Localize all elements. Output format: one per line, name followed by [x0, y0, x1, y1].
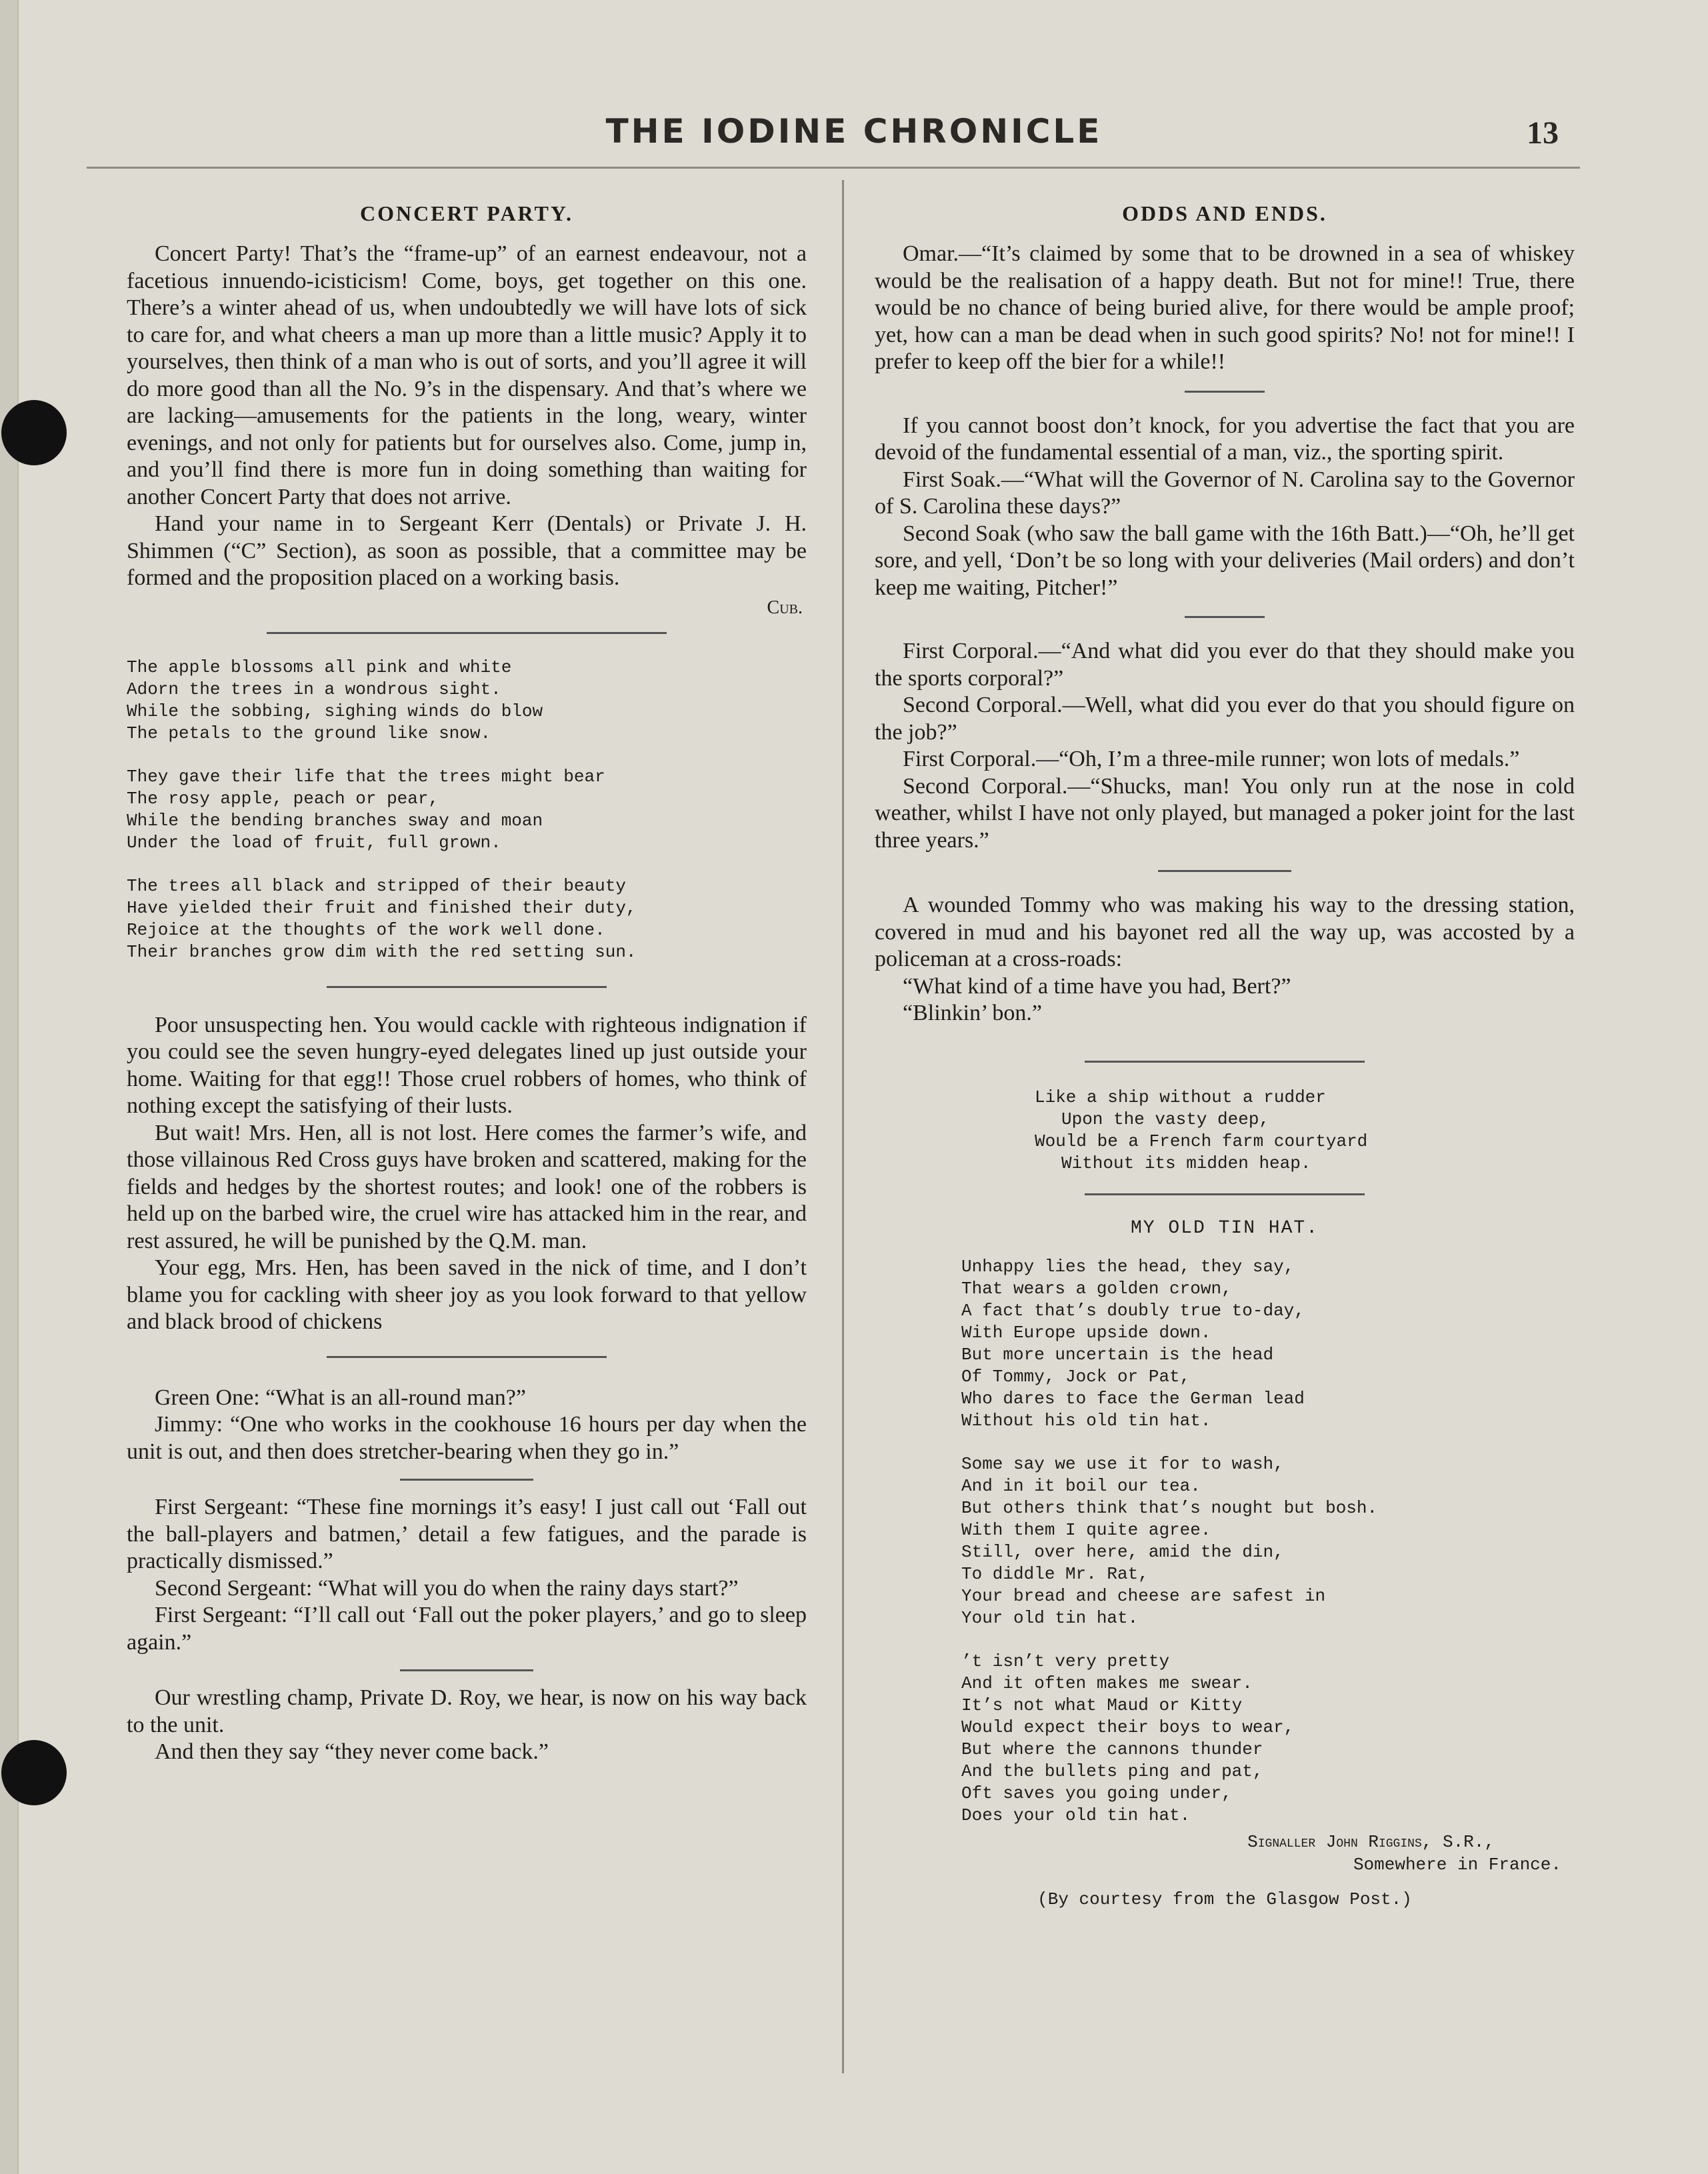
- poem-line: Adorn the trees in a wondrous sight.: [127, 679, 501, 699]
- section-rule: [400, 1669, 533, 1671]
- section-rule: [1085, 1193, 1365, 1195]
- poem-line: Would expect their boys to wear,: [961, 1717, 1295, 1737]
- poem-line: It’s not what Maud or Kitty: [961, 1695, 1243, 1715]
- poem-line: Rejoice at the thoughts of the work well done.: [127, 919, 605, 940]
- poem-stanza: [961, 1651, 1575, 1827]
- poem-line: Your bread and cheese are safest in: [961, 1585, 1326, 1606]
- poem-line: Who dares to face the German lead: [961, 1388, 1305, 1409]
- poem-line: But where the cannons thunder: [961, 1739, 1263, 1759]
- poem-line: And it often makes me swear.: [961, 1673, 1253, 1693]
- poem-line: Without his old tin hat.: [961, 1410, 1211, 1431]
- joke-line: First Sergeant: “These fine mornings it’s easy! I just call out ‘Fall out the ball-players and batmen,’ detail a few fatigues, and the parade is practically dismissed.”: [127, 1495, 807, 1573]
- concert-party-paragraph: Concert Party! That’s the “frame-up” of an earnest endeavour, not a facetious innuendo-icisticism! Come, boys, get together on this one. There’s a winter ahead of us, when undoubtedly we will have lots of sick to care for, and what cheers a man up more than a little music? Apply it to yourselves, then think of a man who is out of sorts, and you’ll agree it will do more good than all the No. 9’s in the dispensary. And that’s where we are lacking—amusements for the patients in the long, weary, winter evenings, and not only for patients but for ourselves also. Come, jump in, and you’ll find there is more fun in doing something than waiting for another Concert Party that does not arrive.: [127, 241, 807, 509]
- joke-line: First Sergeant: “I’ll call out ‘Fall out the poker players,’ and go to sleep again.”: [127, 1603, 807, 1655]
- odds-paragraph: First Soak.—“What will the Governor of N. Carolina say to the Governor of S. Carolina these days?”: [875, 467, 1575, 519]
- joke-line: Jimmy: “One who works in the cookhouse 16 hours per day when the unit is out, and then does stretcher-bearing when they go in.”: [127, 1412, 807, 1464]
- poem-stanza: [127, 657, 807, 745]
- poem-line: While the bending branches sway and moan: [127, 810, 543, 831]
- odds-paragraph: First Corporal.—“Oh, I’m a three-mile runner; won lots of medals.”: [903, 747, 1520, 771]
- poem-line: The apple blossoms all pink and white: [127, 657, 512, 677]
- section-rule: [1158, 870, 1291, 872]
- poem-line: They gave their life that the trees might bear: [127, 766, 605, 787]
- odds-paragraph: “Blinkin’ bon.”: [903, 1001, 1042, 1025]
- concert-party-paragraph: Hand your name in to Sergeant Kerr (Dentals) or Private J. H. Shimmen (“C” Section), as soon as possible, that a committee may be formed and the proposition placed on a working basis.: [127, 511, 807, 590]
- poem-stanza: [961, 1256, 1575, 1432]
- poem-line: Still, over here, amid the din,: [961, 1541, 1284, 1562]
- masthead-title: THE IODINE CHRONICLE: [605, 112, 1103, 151]
- odds-paragraph: Second Corporal.—“Shucks, man! You only run at the nose in cold weather, whilst I have not only played, but managed a poker joint for the last three years.”: [875, 773, 1575, 853]
- right-column: [875, 193, 1575, 1909]
- poem-line: Some say we use it for to wash,: [961, 1453, 1284, 1474]
- binding-edge: [0, 0, 19, 2174]
- section-rule: [327, 986, 607, 988]
- poem-line: Would be a French farm courtyard: [1035, 1131, 1368, 1151]
- poem-line: But more uncertain is the head: [961, 1344, 1274, 1365]
- poem-line: But others think that’s nought but bosh.: [961, 1497, 1378, 1518]
- poem-line: To diddle Mr. Rat,: [961, 1563, 1149, 1584]
- section-rule: [267, 632, 667, 634]
- poem-line: And the bullets ping and pat,: [961, 1761, 1263, 1781]
- section-rule: [1085, 1061, 1365, 1063]
- joke-line: Green One: “What is an all-round man?”: [155, 1385, 526, 1410]
- poem-line: Without its midden heap.: [1061, 1153, 1311, 1173]
- poem-stanza: [127, 875, 807, 963]
- section-rule: [400, 1479, 533, 1481]
- odds-paragraph: If you cannot boost don’t knock, for you advertise the fact that you are devoid of the fundamental essential of a man, viz., the sporting spirit.: [875, 413, 1575, 465]
- ship-poem: [875, 1087, 1575, 1175]
- hen-paragraph: Your egg, Mrs. Hen, has been saved in the nick of time, and I don’t blame you for cackling with sheer joy as you look forward to that yellow and black brood of chickens: [127, 1255, 807, 1334]
- poem-line: While the sobbing, sighing winds do blow: [127, 701, 543, 721]
- joke-line: Second Sergeant: “What will you do when the rainy days start?”: [155, 1575, 739, 1601]
- poem-line: Their branches grow dim with the red setting sun.: [127, 941, 637, 962]
- odds-paragraph: Omar.—“It’s claimed by some that to be drowned in a sea of whiskey would be the realisation of a happy death. But not for mine!! True, there would be no chance of being buried alive, for there would be ample proof; yet, how can a man be dead when in such good spirits? No! not for mine!! I prefer to keep off the bier for a while!!: [875, 241, 1575, 374]
- poem-line: Your old tin hat.: [961, 1607, 1139, 1628]
- poem-author: Signaller John Riggins, S.R.,: [1247, 1831, 1495, 1852]
- poem-line: ’t isn’t very pretty: [961, 1651, 1170, 1671]
- section-rule: [1185, 616, 1265, 618]
- poem-line: And in it boil our tea.: [961, 1475, 1201, 1496]
- hen-paragraph: But wait! Mrs. Hen, all is not lost. Here comes the farmer’s wife, and those villainous Red Cross guys have broken and scattered, making for the fields and hedges by the shortest routes; and look! one of the robbers is held up on the barbed wire, the cruel wire has attacked him in the rear, and rest assured, he will be punished by the Q.M. man.: [127, 1120, 807, 1253]
- joke-line: And then they say “they never come back.”: [155, 1739, 549, 1764]
- tin-hat-heading: MY OLD TIN HAT.: [1130, 1217, 1319, 1239]
- poem-line: Unhappy lies the head, they say,: [961, 1256, 1295, 1277]
- odds-paragraph: “What kind of a time have you had, Bert?”: [903, 973, 1291, 999]
- courtesy-credit: (By courtesy from the Glasgow Post.): [1037, 1889, 1412, 1909]
- poem-line: With Europe upside down.: [961, 1322, 1211, 1343]
- poem-line: With them I quite agree.: [961, 1519, 1211, 1540]
- poem-line: Oft saves you going under,: [961, 1783, 1232, 1803]
- poem-line: The rosy apple, peach or pear,: [127, 788, 439, 809]
- apple-blossom-poem: [127, 657, 807, 963]
- punch-hole: [1, 1740, 67, 1805]
- poem-line: Does your old tin hat.: [961, 1805, 1191, 1825]
- poem-stanza: [961, 1453, 1575, 1629]
- left-column: [127, 193, 807, 1766]
- odds-paragraph: First Corporal.—“And what did you ever do that they should make you the sports corporal?”: [875, 639, 1575, 691]
- poem-line: The petals to the ground like snow.: [127, 723, 491, 743]
- page-number: 13: [1527, 115, 1559, 151]
- signature: Cub.: [767, 597, 803, 618]
- poem-line: Upon the vasty deep,: [1061, 1109, 1270, 1129]
- joke-line: Our wrestling champ, Private D. Roy, we hear, is now on his way back to the unit.: [127, 1685, 807, 1737]
- poem-line: The trees all black and stripped of their beauty: [127, 875, 626, 896]
- poem-line: Under the load of fruit, full grown.: [127, 832, 501, 853]
- odds-and-ends-heading: ODDS AND ENDS.: [1122, 201, 1327, 225]
- odds-paragraph: Second Soak (who saw the ball game with the 16th Batt.)—“Oh, he’ll get sore, and yell, ‘Don’t be so long with your deliveries (Mail orders) and don’t keep me waiting, Pitcher!”: [875, 521, 1575, 600]
- poem-line: Like a ship without a rudder: [1035, 1087, 1326, 1107]
- poem-line: That wears a golden crown,: [961, 1278, 1232, 1299]
- concert-party-heading: CONCERT PARTY.: [359, 201, 574, 225]
- punch-hole: [1, 400, 67, 465]
- column-divider: [842, 180, 844, 2073]
- header-rule: [87, 167, 1580, 169]
- poem-line: A fact that’s doubly true to-day,: [961, 1300, 1305, 1321]
- odds-paragraph: Second Corporal.—Well, what did you ever do that you should figure on the job?”: [875, 693, 1575, 745]
- poem-line: Of Tommy, Jock or Pat,: [961, 1366, 1191, 1387]
- section-rule: [327, 1356, 607, 1358]
- section-rule: [1185, 391, 1265, 393]
- hen-paragraph: Poor unsuspecting hen. You would cackle with righteous indignation if you could see the seven hungry-eyed delegates lined up just outside your home. Waiting for that egg!! Those cruel robbers of homes, who think of nothing except the satisfying of their lusts.: [127, 1012, 807, 1118]
- poem-location: Somewhere in France.: [1353, 1854, 1561, 1875]
- tin-hat-poem: [875, 1256, 1575, 1827]
- poem-line: Have yielded their fruit and finished their duty,: [127, 897, 637, 918]
- poem-stanza: [127, 766, 807, 854]
- odds-paragraph: A wounded Tommy who was making his way to the dressing station, covered in mud and his bayonet red all the way up, was accosted by a policeman at a cross-roads:: [875, 893, 1575, 971]
